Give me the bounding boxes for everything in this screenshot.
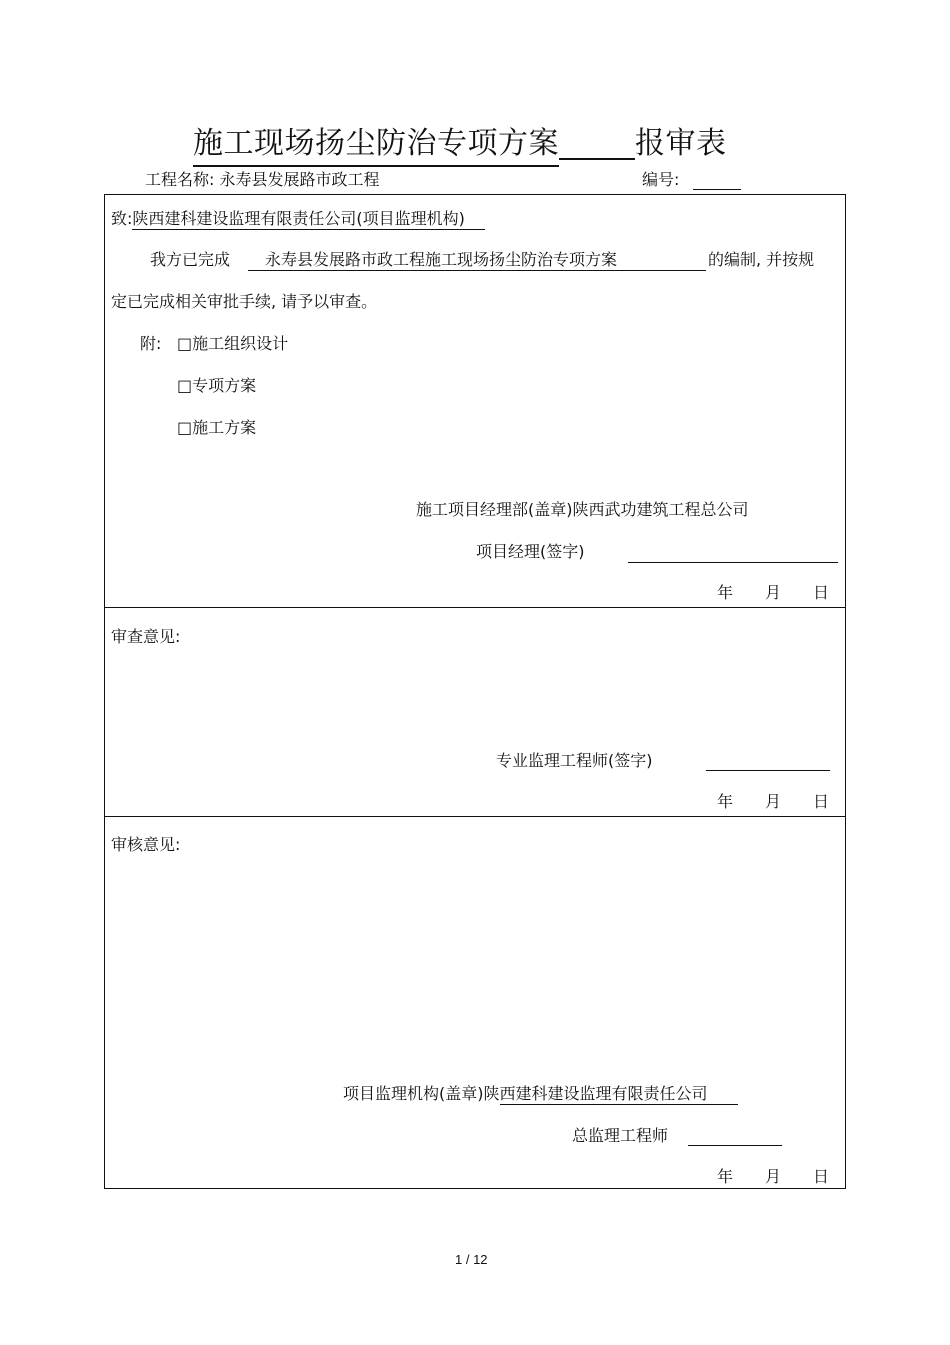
manager-signature-blank — [628, 544, 838, 563]
engineer-signature-blank — [706, 752, 830, 771]
date-day: 日 — [813, 583, 830, 602]
project-label: 工程名称: — [145, 170, 215, 189]
org-label: 项目监理机构(盖章)陕 — [343, 1084, 500, 1103]
chief-signature-blank — [688, 1127, 782, 1146]
date-year: 年 — [717, 1167, 734, 1186]
org-name: 西建科建设监理有限责任公司 — [500, 1084, 738, 1105]
date-month: 月 — [765, 583, 782, 602]
section-divider-2 — [104, 816, 846, 817]
project-name: 永寿县发展路市政工程 — [219, 170, 380, 189]
date-day: 日 — [813, 1167, 830, 1186]
number-label: 编号: — [642, 170, 680, 189]
section-divider-1 — [104, 607, 846, 608]
attachment-label: 施工组织设计 — [192, 334, 289, 353]
to-suffix: (项目监理机构) — [356, 209, 485, 230]
completed-prefix: 我方已完成 — [150, 250, 231, 269]
attachment-label: 施工方案 — [192, 418, 257, 437]
title-blank — [559, 124, 635, 160]
audit-opinion-label: 审核意见: — [111, 835, 181, 854]
review-opinion-label: 审查意见: — [111, 627, 181, 646]
approval-line: 定已完成相关审批手续, 请予以审查。 — [111, 292, 378, 311]
engineer-label: 专业监理工程师(签字) — [496, 751, 653, 770]
to-line — [111, 209, 485, 230]
number-row — [642, 170, 741, 190]
dept-name: 陕西武功建筑工程总公司 — [572, 500, 749, 519]
completed-suffix: 的编制, 并按规 — [708, 250, 815, 269]
attachment-item — [177, 376, 256, 396]
date-month: 月 — [765, 1167, 782, 1186]
title-suffix: 报审表 — [635, 126, 727, 161]
checkbox-icon[interactable]: □ — [177, 376, 193, 395]
manager-label: 项目经理(签字) — [476, 542, 585, 561]
to-label: 致: — [111, 209, 133, 228]
page-title — [193, 124, 727, 167]
date-month: 月 — [765, 792, 782, 811]
attach-label: 附: — [140, 334, 162, 353]
page-number: 1 / 12 — [455, 1252, 488, 1267]
chief-label: 总监理工程师 — [572, 1126, 669, 1145]
date-year: 年 — [717, 792, 734, 811]
dept-line — [416, 500, 749, 520]
number-blank — [693, 171, 741, 190]
project-name-row — [145, 170, 380, 190]
checkbox-icon[interactable]: □ — [177, 334, 193, 353]
org-line — [343, 1084, 738, 1105]
title-main: 施工现场扬尘防治专项方案 — [193, 124, 559, 167]
checkbox-icon[interactable]: □ — [177, 418, 193, 437]
date-day: 日 — [813, 792, 830, 811]
plan-name: 永寿县发展路市政工程施工现场扬尘防治专项方案 — [248, 250, 706, 271]
attachment-item — [177, 418, 256, 438]
to-org: 陕西建科建设监理有限责任公司 — [132, 209, 357, 228]
attachment-item — [177, 334, 288, 354]
dept-label: 施工项目经理部(盖章) — [416, 500, 573, 519]
attachment-label: 专项方案 — [192, 376, 257, 395]
date-year: 年 — [717, 583, 734, 602]
